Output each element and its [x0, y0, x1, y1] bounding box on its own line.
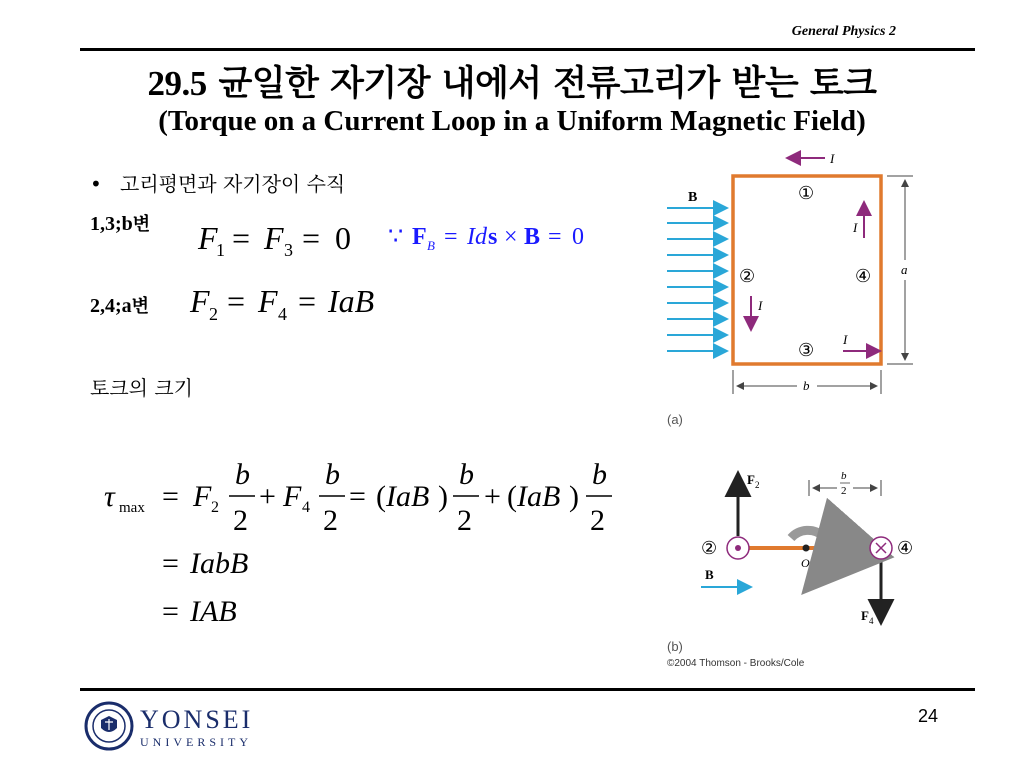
svg-text:0: 0 — [572, 224, 584, 250]
current-label-top: I — [830, 151, 835, 166]
bullet-text: 고리평면과 자기장이 수직 — [120, 172, 346, 196]
svg-text:3: 3 — [284, 240, 293, 260]
figure-a — [655, 150, 923, 435]
svg-text:=: = — [232, 220, 251, 256]
svg-text:B: B — [427, 238, 435, 253]
pivot-point — [803, 545, 810, 552]
svg-text:=: = — [227, 283, 246, 319]
svg-text:2: 2 — [233, 504, 248, 537]
side-number-4: ④ — [855, 266, 872, 286]
svg-text:b: b — [592, 458, 607, 491]
current-label-left: I — [758, 298, 763, 313]
yonsei-seal-logo — [84, 698, 134, 754]
equation-torque — [104, 458, 612, 537]
university-wordmark — [140, 707, 253, 750]
svg-text:2: 2 — [323, 504, 338, 537]
svg-text:max: max — [119, 500, 145, 516]
svg-text:4: 4 — [278, 304, 287, 324]
svg-text:IaB: IaB — [386, 480, 430, 513]
svg-text:2: 2 — [457, 504, 472, 537]
dim-a-label: a — [901, 262, 908, 277]
bottom-rule — [80, 688, 975, 691]
svg-text:×: × — [504, 224, 518, 250]
university-sub: UNIVERSITY — [140, 735, 252, 749]
svg-text:F: F — [283, 480, 302, 513]
svg-text:+: + — [259, 480, 276, 513]
svg-text:): ) — [569, 480, 579, 513]
svg-text:2: 2 — [590, 504, 605, 537]
svg-text:F: F — [198, 220, 218, 256]
svg-text:IaB: IaB — [328, 283, 375, 319]
bullet-dot: • — [90, 172, 102, 196]
section-number: 29.5 — [147, 64, 207, 103]
side-number-1: ① — [798, 183, 815, 203]
side-number-3: ③ — [798, 340, 815, 360]
course-header: General Physics 2 — [791, 24, 896, 39]
equation-f1-f3 — [197, 220, 351, 260]
equation-torque-line2 — [162, 547, 248, 580]
title-korean-text: 균일한 자기장 내에서 전류고리가 받는 토크 — [218, 64, 877, 104]
svg-text:IAB: IAB — [190, 595, 237, 628]
equation-reason — [388, 224, 584, 253]
svg-text:(: ( — [507, 480, 517, 513]
field-b-label: B — [688, 190, 698, 205]
svg-text:∵: ∵ — [388, 224, 404, 250]
svg-text:F: F — [264, 220, 284, 256]
svg-text:=: = — [302, 220, 321, 256]
slide-title-english: (Torque on a Current Loop in a Uniform Magnetic Field) — [158, 105, 866, 137]
wire-number-4: ④ — [897, 538, 914, 558]
svg-text:4: 4 — [302, 499, 310, 516]
svg-text:F: F — [412, 224, 427, 250]
svg-text:τ: τ — [104, 480, 115, 513]
svg-text:+: + — [484, 480, 501, 513]
svg-text:Id: Id — [467, 224, 487, 250]
svg-text:=: = — [349, 480, 366, 513]
current-label-bottom: I — [843, 332, 848, 347]
label-24-suffix: 변 — [131, 296, 150, 317]
svg-text:=: = — [444, 224, 458, 250]
page-number: 24 — [917, 706, 938, 726]
equation-torque-line3 — [162, 595, 237, 628]
svg-text:1: 1 — [216, 240, 225, 260]
pivot-o-label: O — [801, 556, 810, 570]
svg-text:0: 0 — [335, 220, 351, 256]
half-b-denominator: 2 — [841, 485, 847, 497]
label-13-suffix: 변 — [132, 214, 151, 235]
svg-text:(: ( — [376, 480, 386, 513]
svg-text:2: 2 — [211, 499, 219, 516]
dim-b-label: b — [803, 378, 810, 393]
svg-text:2: 2 — [209, 304, 218, 324]
svg-text:b: b — [325, 458, 340, 491]
svg-text:=: = — [162, 547, 179, 580]
svg-text:): ) — [438, 480, 448, 513]
university-name: YONSEI — [140, 705, 254, 734]
current-label-right: I — [853, 220, 858, 235]
svg-text:F: F — [190, 283, 210, 319]
force-f4-label: $F_4$ — [861, 608, 874, 626]
wire-number-2: ② — [701, 538, 718, 558]
figure-b-caption: (b) — [667, 639, 683, 654]
svg-text:=: = — [548, 224, 562, 250]
equation-f2-f4 — [189, 283, 374, 324]
field-b-label-b: B — [705, 567, 714, 582]
dot-symbol — [735, 545, 741, 551]
svg-text:b: b — [459, 458, 474, 491]
svg-text:s: s — [488, 224, 498, 250]
svg-text:=: = — [298, 283, 317, 319]
svg-text:F: F — [193, 480, 212, 513]
figure-a-caption: (a) — [667, 412, 683, 427]
label-24-text: 2,4;a — [90, 295, 132, 317]
svg-text:F: F — [258, 283, 278, 319]
half-b-numerator: b — [841, 470, 847, 482]
torque-magnitude-heading: 토크의 크기 — [90, 376, 193, 400]
figure-b — [655, 450, 923, 672]
copyright-notice: ©2004 Thomson - Brooks/Cole — [667, 658, 805, 669]
force-f2-label: $F_2$ — [747, 472, 760, 490]
svg-text:b: b — [235, 458, 250, 491]
label-13-text: 1,3;b — [90, 213, 133, 235]
svg-text:=: = — [162, 595, 179, 628]
svg-text:IaB: IaB — [517, 480, 561, 513]
svg-text:B: B — [524, 224, 541, 250]
side-number-2: ② — [739, 266, 756, 286]
svg-text:IabB: IabB — [190, 547, 249, 580]
svg-text:=: = — [162, 480, 179, 513]
